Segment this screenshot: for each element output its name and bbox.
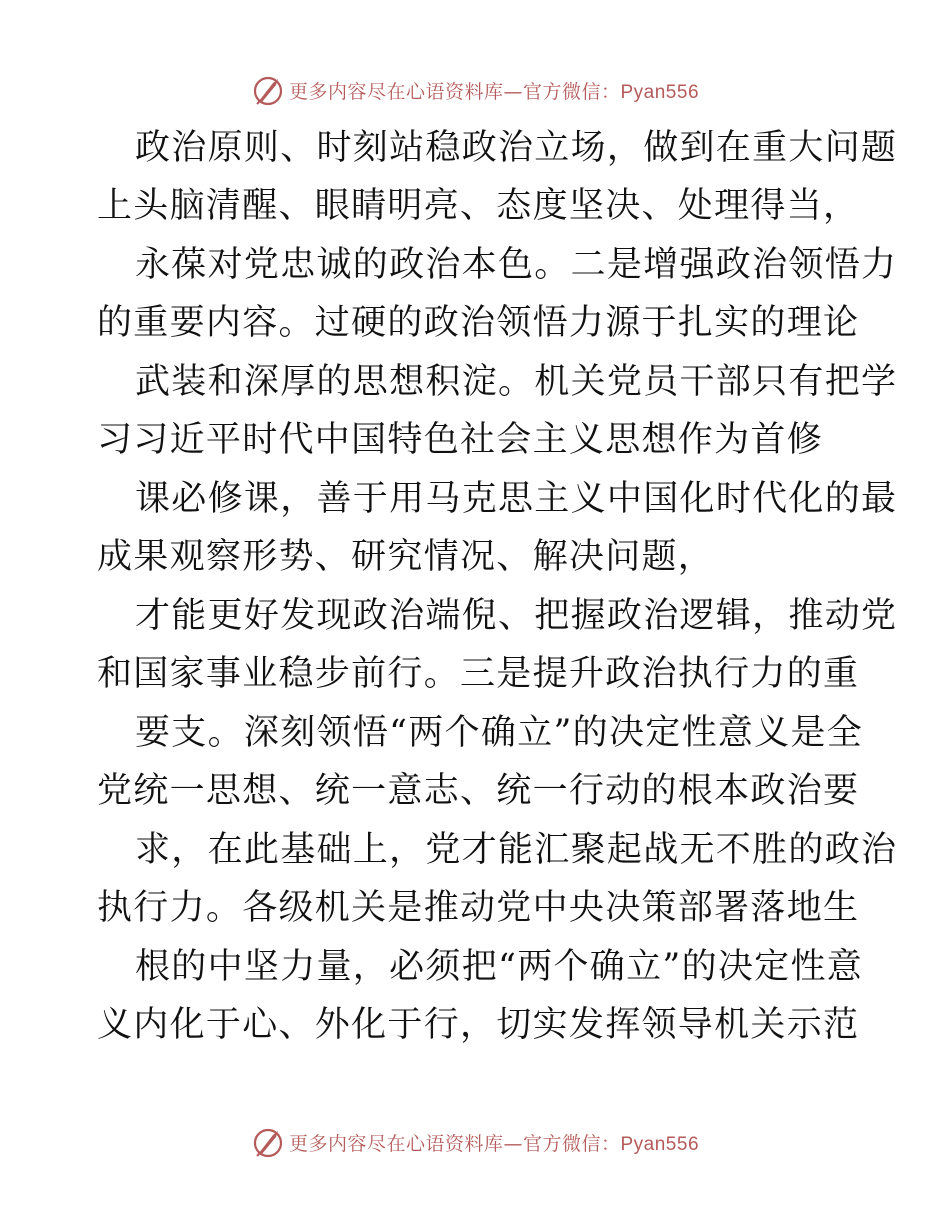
text-line: 要支。深刻领悟“两个确立”的决定性意义是全 (135, 713, 864, 753)
header-watermark (0, 72, 950, 108)
watermark-handle: Pyan556 (620, 81, 700, 103)
text-line: 成果观察形势、研究情况、解决问题， (97, 537, 715, 577)
text-line: 永葆对党忠诚的政治本色。二是增强政治领悟力 (135, 245, 898, 285)
text-line: 课必修课，善于用马克思主义中国化时代化的最 (135, 479, 898, 519)
text-line: 求，在此基础上，党才能汇聚起战无不胜的政治 (135, 830, 898, 870)
text-line: 执行力。各级机关是推动党中央决策部署落地生 (97, 888, 860, 928)
text-line: 政治原则、时刻站稳政治立场，做到在重大问题 (135, 128, 898, 168)
watermark-handle: Pyan556 (620, 1133, 700, 1155)
quill-pen-logo-icon (251, 1125, 285, 1159)
text-line: 义内化于心、外化于行，切实发挥领导机关示范 (97, 1005, 860, 1045)
quill-pen-logo-icon (251, 73, 285, 107)
text-line: 才能更好发现政治端倪、把握政治逻辑，推动党 (135, 596, 898, 636)
text-line: 根的中坚力量，必须把“两个确立”的决定性意 (135, 947, 864, 987)
footer-watermark (0, 1124, 950, 1160)
watermark-text: 更多内容尽在心语资料库—官方微信：Pyan556 (288, 80, 700, 103)
text-line: 党统一思想、统一意志、统一行动的根本政治要 (97, 771, 860, 811)
watermark-text: 更多内容尽在心语资料库—官方微信：Pyan556 (288, 1132, 700, 1155)
text-line: 的重要内容。过硬的政治领悟力源于扎实的理论 (97, 303, 860, 343)
text-line: 武装和深厚的思想积淀。机关党员干部只有把学 (135, 362, 898, 402)
text-line: 习习近平时代中国特色社会主义思想作为首修 (97, 420, 824, 460)
text-line: 和国家事业稳步前行。三是提升政治执行力的重 (97, 654, 860, 694)
text-line: 上头脑清醒、眼睛明亮、态度坚决、处理得当， (97, 186, 860, 226)
